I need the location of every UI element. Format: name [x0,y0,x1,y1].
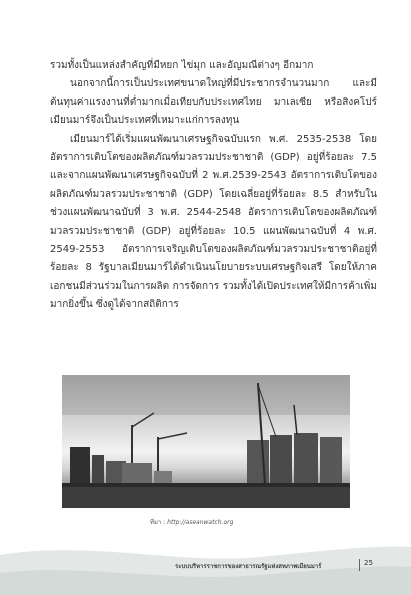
footer-title: ระบบบริหารราชการของสาธารณรัฐแห่งสหภาพเมียนมาร์ [175,563,322,570]
page-number: 25 [364,559,373,567]
caption-label: ที่มา : [150,519,166,526]
footer-separator [359,559,360,571]
paragraph-1: รวมทั้งเป็นแหล่งสำคัญที่มีหยก ไข่มุก และอัญมณีต่างๆ อีกมาก [50,60,314,71]
caption-source: http://aseanwatch.org [167,519,234,526]
photo-caption [150,517,350,527]
harbor-photo [62,375,350,508]
body-text [50,57,377,315]
paragraph-3: เมียนมาร์ได้เริ่มแผนพัฒนาเศรษฐกิจฉบับแรก พ.ศ. 2535-2538 โดยอัตราการเติบโตของผลิตภัณฑ์มวลรวมประชาชาติ (GDP) อยู่ที่ร้อยละ 7.5 และจากแผนพัฒนาเศรษฐกิจฉบับที่ 2 พ.ศ.2539-2543 อัตราการเติบโตของผลิตภัณฑ์มวลรวมประชาชาติ (GDP) โดยเฉลี่ยอยู่ที่ร้อยละ 8.5 สำหรับในช่วงแผนพัฒนาฉบับที่ 3 พ.ศ. 2544-2548 อัตราการเติบโตของผลิตภัณฑ์มวลรวมประชาชาติ (GDP) อยู่ที่ร้อยละ 10.5 แผนพัฒนาฉบับที่ 4 พ.ศ. 2549-2553 อัตราการเจริญเติบโตของผลิตภัณฑ์มวลรวมประชาชาติอยู่ที่ร้อยละ 8 รัฐบาลเมียนมาร์ได้ดำเนินนโยบายระบบเศรษฐกิจเสรี โดยให้ภาคเอกชนมีส่วนร่วมในการผลิต การจัดการ รวมทั้งได้เปิดประเทศให้มีการค้าเพิ่มมากยิ่งขึ้น ซึ่งดูได้จากสถิติการ [50,133,377,311]
harbor-photo-illustration [62,375,350,508]
paragraph-2: นอกจากนี้การเป็นประเทศขนาดใหญ่ที่มีประชากรจำนวนมาก และมีต้นทุนค่าแรงงานที่ต่ำมากเมื่อเทียบกับประเทศไทย มาเลเซีย หรือสิงคโปร์ เมียนมาร์จึงเป็นประเทศที่เหมาะแก่การลงทุน [50,78,377,127]
